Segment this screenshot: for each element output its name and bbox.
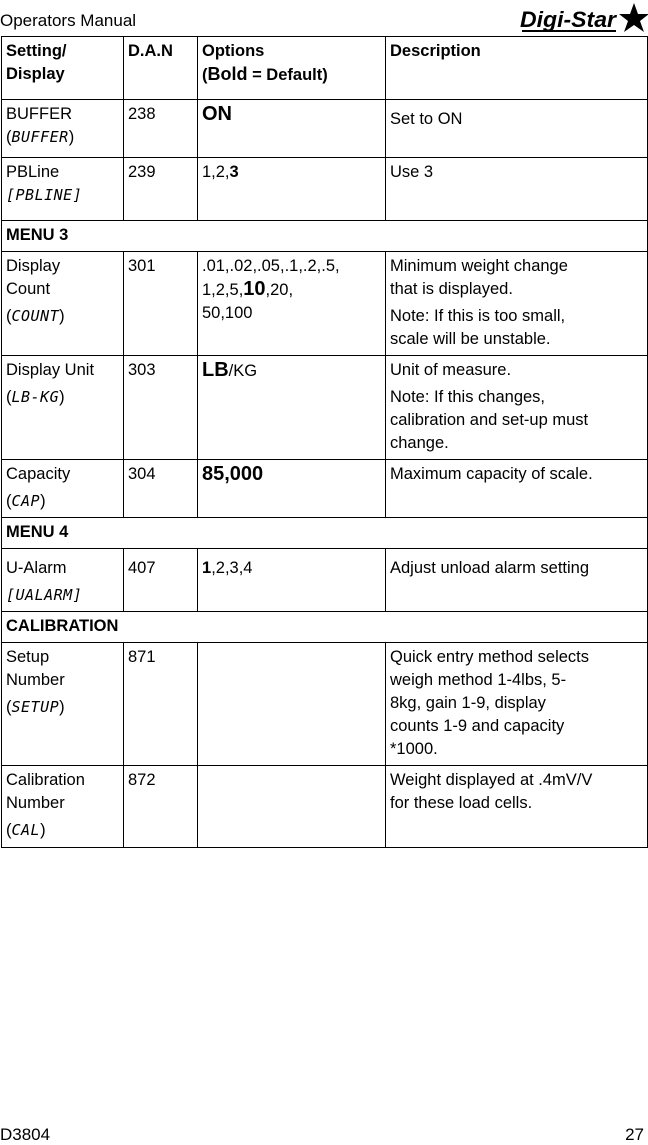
description-cell: Adjust unload alarm setting — [386, 549, 648, 612]
logo-text: Digi-Star — [520, 7, 618, 32]
table-row — [2, 100, 648, 158]
header-setting: Setting/ Display — [2, 37, 124, 100]
dan-cell: 239 — [124, 158, 198, 221]
options-cell: .01,.02,.05,.1,.2,.5, 1,2,5,10,20, 50,100 — [198, 252, 386, 356]
description-cell: Unit of measure. Note: If this changes, calibration and set-up must change. — [386, 356, 648, 460]
options-cell — [198, 643, 386, 766]
header-dan: D.A.N — [124, 37, 198, 100]
setting-cell: Display Count (COUNT) — [2, 252, 124, 356]
setting-cell: Display Unit (LB-KG) — [2, 356, 124, 460]
setting-cell: BUFFER (BUFFER) — [2, 100, 124, 158]
description-cell: Quick entry method selects weigh method 1-4lbs, 5- 8kg, gain 1-9, display counts 1-9 and capacity *1000. — [386, 643, 648, 766]
table-header-row — [2, 37, 648, 100]
star-icon — [619, 3, 648, 32]
dan-cell: 407 — [124, 549, 198, 612]
setting-cell: Capacity (CAP) — [2, 460, 124, 518]
setting-cell: U-Alarm [UALARM] — [2, 549, 124, 612]
dan-cell: 872 — [124, 766, 198, 848]
table-row — [2, 460, 648, 518]
table-row — [2, 252, 648, 356]
table-row — [2, 766, 648, 848]
section-row-menu-3 — [2, 221, 648, 252]
dan-cell: 304 — [124, 460, 198, 518]
dan-cell: 238 — [124, 100, 198, 158]
settings-table — [1, 36, 648, 848]
section-title: MENU 4 — [2, 518, 648, 549]
footer-doc-number: D3804 — [0, 1125, 51, 1144]
options-cell: ON — [198, 100, 386, 158]
setting-cell: PBLine [PBLINE] — [2, 158, 124, 221]
options-cell: 1,2,3,4 — [198, 549, 386, 612]
table-row — [2, 643, 648, 766]
table-row — [2, 158, 648, 221]
dan-cell: 301 — [124, 252, 198, 356]
description-cell: Minimum weight change that is displayed. Note: If this is too small, scale will be unstable. — [386, 252, 648, 356]
section-title: MENU 3 — [2, 221, 648, 252]
description-cell: Weight displayed at .4mV/V for these load cells. — [386, 766, 648, 848]
header-options: Options (Bold = Default) — [198, 37, 386, 100]
description-cell: Use 3 — [386, 158, 648, 221]
section-row-menu-4 — [2, 518, 648, 549]
dan-cell: 871 — [124, 643, 198, 766]
table-row — [2, 549, 648, 612]
footer-page-number: 27 — [625, 1125, 644, 1144]
digi-star-logo — [518, 1, 648, 35]
options-cell: 1,2,3 — [198, 158, 386, 221]
options-cell: 85,000 — [198, 460, 386, 518]
section-row-calibration — [2, 612, 648, 643]
setting-cell: Calibration Number (CAL) — [2, 766, 124, 848]
dan-cell: 303 — [124, 356, 198, 460]
page-header-title: Operators Manual — [0, 11, 137, 30]
description-cell: Set to ON — [386, 100, 648, 158]
options-cell — [198, 766, 386, 848]
description-cell: Maximum capacity of scale. — [386, 460, 648, 518]
options-cell: LB/KG — [198, 356, 386, 460]
header-description: Description — [386, 37, 648, 100]
table-row — [2, 356, 648, 460]
section-title: CALIBRATION — [2, 612, 648, 643]
setting-cell: Setup Number (SETUP) — [2, 643, 124, 766]
